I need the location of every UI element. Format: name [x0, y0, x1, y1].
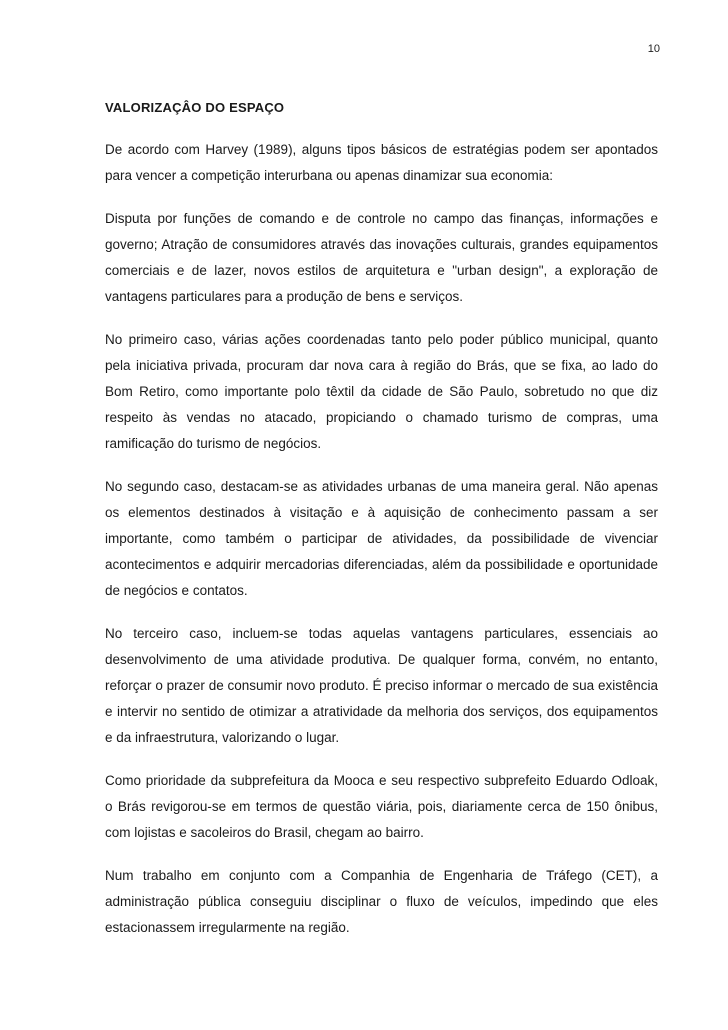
paragraph-intro: De acordo com Harvey (1989), alguns tipos básicos de estratégias podem ser apontados para vencer a competição interurbana ou apenas dinamizar sua economia:: [105, 142, 658, 183]
paragraph-traffic: Num trabalho em conjunto com a Companhia de Engenharia de Tráfego (CET), a administração pública conseguiu disciplinar o fluxo de veículos, impedindo que eles estacionassem irregularmente na região.: [105, 868, 658, 935]
paragraph-second-case: No segundo caso, destacam-se as atividades urbanas de uma maneira geral. Não apenas os elementos destinados à visitação e à aquisição de conhecimento passam a ser importante, como também o participar de atividades, da possibilidade de vivenciar acontecimentos e adquirir mercadorias diferenciadas, além da possibilidade e oportunidade de negócios e contatos.: [105, 479, 658, 598]
section-heading: VALORIZAÇÂO DO ESPAÇO: [105, 100, 285, 115]
page-content: [105, 99, 658, 958]
page-number: 10: [647, 43, 660, 55]
paragraph-strategies: Disputa por funções de comando e de controle no campo das finanças, informações e governo; Atração de consumidores através das inovações culturais, grandes equipamentos comerciais e de lazer, novos estilos de arquitetura e "urban design", a exploração de vantagens particulares para a produção de bens e serviços.: [105, 211, 658, 304]
paragraph-third-case: No terceiro caso, incluem-se todas aquelas vantagens particulares, essenciais ao desenvolvimento de uma atividade produtiva. De qualquer forma, convém, no entanto, reforçar o prazer de consumir novo produto. É preciso informar o mercado de sua existência e intervir no sentido de otimizar a atratividade da melhoria dos serviços, dos equipamentos e da infraestrutura, valorizando o lugar.: [105, 626, 658, 745]
paragraph-priority: Como prioridade da subprefeitura da Mooca e seu respectivo subprefeito Eduardo Odloak, o Brás revigorou-se em termos de questão viária, pois, diariamente cerca de 150 ônibus, com lojistas e sacoleiros do Brasil, chegam ao bairro.: [105, 773, 658, 840]
paragraph-first-case: No primeiro caso, várias ações coordenadas tanto pelo poder público municipal, quanto pela iniciativa privada, procuram dar nova cara à região do Brás, que se fixa, ao lado do Bom Retiro, como importante polo têxtil da cidade de São Paulo, sobretudo no que diz respeito às vendas no atacado, propiciando o chamado turismo de compras, uma ramificação do turismo de negócios.: [105, 332, 658, 451]
